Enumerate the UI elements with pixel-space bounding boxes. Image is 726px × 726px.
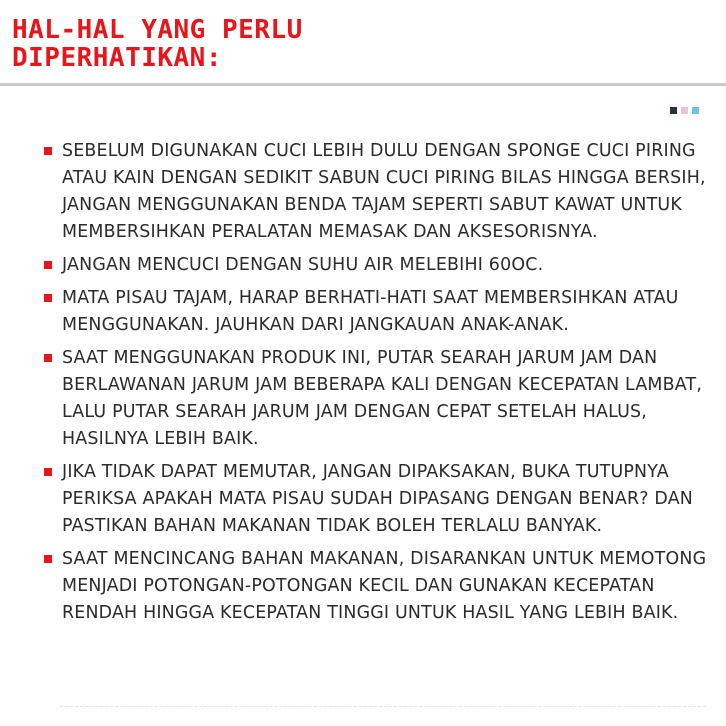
list-item [42,285,718,339]
list-item [42,252,718,279]
title-line-1: HAL-HAL YANG PERLU [12,15,303,45]
note-text: SAAT MENCINCANG BAHAN MAKANAN, DISARANKAN UNTUK MEMOTONG MENJADI POTONGAN-POTONGAN KECIL DAN GUNAKAN KECEPATAN RENDAH HINGGA KECEPATAN TINGGI UNTUK HASIL YANG LEBIH BAIK. [62,549,707,623]
bottom-divider [60,706,706,707]
note-text: MATA PISAU TAJAM, HARAP BERHATI-HATI SAAT MEMBERSIHKAN ATAU MENGGUNAKAN. JAUHKAN DARI JANGKAUAN ANAK-ANAK. [62,288,679,335]
title-line-2: DIPERHATIKAN: [12,43,222,73]
note-text: SAAT MENGGUNAKAN PRODUK INI, PUTAR SEARAH JARUM JAM DAN BERLAWANAN JARUM JAM BEBERAPA KALI DENGAN KECEPATAN LAMBAT, LALU PUTAR SEARAH JARUM JAM DENGAN CEPAT SETELAH HALUS, HASILNYA LEBIH BAIK. [62,348,703,449]
page-title [12,16,303,72]
list-item [42,138,718,246]
note-text: JANGAN MENCUCI DENGAN SUHU AIR MELEBIHI 60OC. [62,255,544,275]
note-text: JIKA TIDAK DAPAT MEMUTAR, JANGAN DIPAKSAKAN, BUKA TUTUPNYA PERIKSA APAKAH MATA PISAU SUDAH DIPASANG DENGAN BENAR? DAN PASTIKAN BAHAN MAKANAN TIDAK BOLEH TERLALU BANYAK. [62,462,693,536]
square-bullet-icon [44,294,52,302]
list-item [42,345,718,453]
square-bullet-icon [44,147,52,155]
notes-list [42,138,718,633]
header-divider [0,83,726,86]
square-bullet-icon [44,261,52,269]
color-swatches [670,107,699,114]
note-text: SEBELUM DIGUNAKAN CUCI LEBIH DULU DENGAN SPONGE CUCI PIRING ATAU KAIN DENGAN SEDIKIT SABUN CUCI PIRING BILAS HINGGA BERSIH, JANGAN MENGGUNAKAN BENDA TAJAM SEPERTI SABUT KAWAT UNTUK MEMBERSIHKAN PERALATAN MEMASAK DAN AKSESORISNYA. [62,141,706,242]
list-item [42,459,718,540]
swatch-blue [692,107,699,114]
swatch-pink [681,107,688,114]
swatch-navy [670,107,677,114]
square-bullet-icon [44,468,52,476]
square-bullet-icon [44,555,52,563]
list-item [42,546,718,627]
square-bullet-icon [44,354,52,362]
